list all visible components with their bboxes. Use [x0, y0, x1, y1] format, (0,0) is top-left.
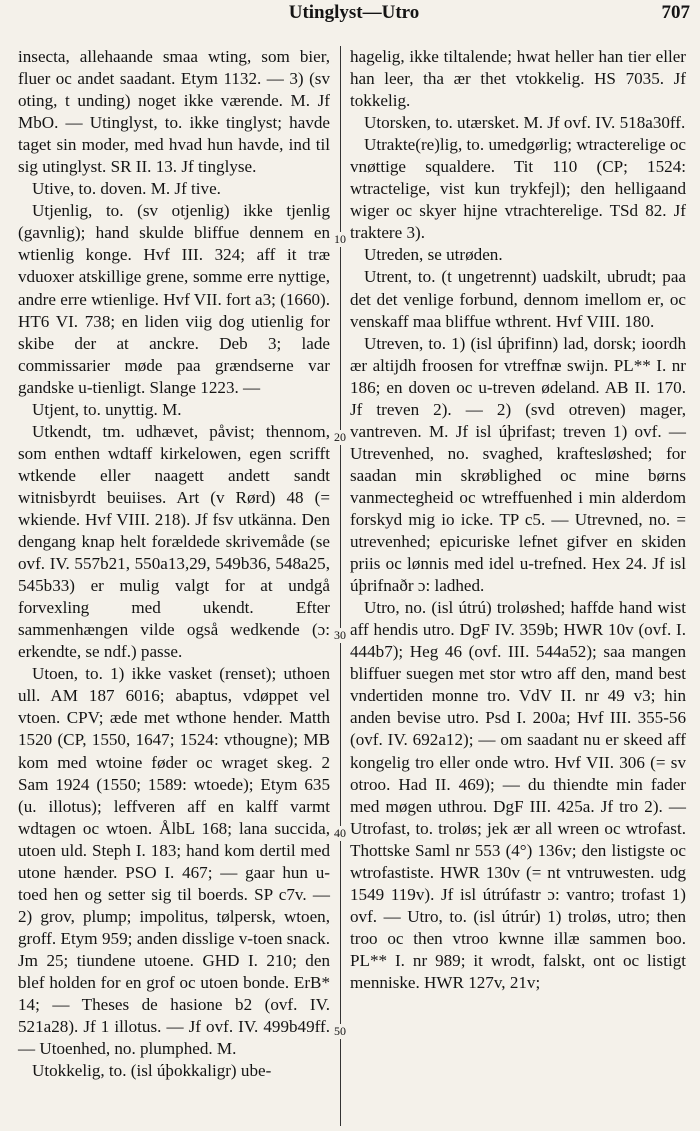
left-column [18, 46, 330, 1082]
entry-paragraph: Utreden, se utrøden. [364, 245, 503, 265]
entry-paragraph: Utokkelig, to. (isl úþokkaligr) ube- [32, 1061, 272, 1081]
entry-paragraph: insecta, allehaande smaa wting, som bier, fluer oc andet saadant. Etym 1132. — 3) (sv oting, t unding) noget ikke værende. M. Jf MbO. — Utinglyst, to. ikke tinglyst; havde taget sin moder, med hvad hun havde, ind til sig utinglyst. SR II. 13. Jf tinglyse. [18, 47, 330, 177]
page-number: 707 [661, 2, 690, 23]
entry-paragraph: Utjent, to. unyttig. M. [32, 399, 182, 419]
right-column [350, 46, 686, 994]
column-divider [340, 46, 341, 1126]
line-number: 40 [334, 826, 346, 840]
entry-paragraph: Utro, no. (isl útrú) troløshed; haffde hand wist aff hendis utro. DgF IV. 359b; HWR 10v (ovf. I. 444b7); Heg 46 (ovf. III. 544a52); saa mangen bliffuer suegen met stor wtro aff den, mand best vndertiden monne tro. VdV II. nr 49 v3; hin anden bevise utro. Psd I. 200a; Hvf III. 355-56 (ovf. IV. 692a12); — om saadant nu er skeed aff kongelig tro eller onde wtro. Hvf VII. 306 (= sv otroo. Had II. 469); — du thiendte min fader med møgen uthrou. DgF III. 425a. Jf tro 2). — Utrofast, to. troløs; jek ær all wreen oc wtrofast. Thottske Saml nr 553 (4°) 136v; den listigste oc wtrofastiste. HWR 130v (= nt vntruwesten. udg 1549 119v). Jf isl útrúfastr ɔ: vantro; trofast 1) ovf. — Utro, to. (isl útrúr) 1) troløs, utro; then troo oc then vtroo kwnne illæ sammen boo. PL** I. nr 989; it wrodt, falskt, ont oc listigt menniske. HWR 127v, 21v; [350, 598, 686, 992]
entry-paragraph: Utjenlig, to. (sv otjenlig) ikke tjenlig (gavnlig); hand skulde bliffue dennem en wtienlig konge. Hvf III. 324; aff it træ vduoxer atskillige grene, somme erre nyttige, andre erre wtienlige. Hvf VII. fort a3; (1660). HT6 VI. 738; en liden viig dog utienlig for skibe der at anckre. Deb 3; lade commissarier møde paa grændserne var gandske u-tienligt. Slange 1223. — [18, 201, 331, 397]
entry-paragraph: Utreven, to. 1) (isl úþrifinn) lad, dorsk; ioordh ær altijdh froosen for vtreffnæ swijn. PL** I. nr 186; en doven oc u-treven ødeland. AB II. 170. Jf treven 2). — 2) (svd otreven) mager, vantreven. M. Jf isl úþrifast; treven 1) ovf. — Utrevenhed, no. svaghed, kraftesløshed; for saadan min skrøblighed oc mine børns vanmectegheid oc wtreffuenhed i min alderdom forskyd mig io icke. TP c5. — Utrevned, no. = utrevenhed; epicuriske lefnet gifver en skiden priis oc lønnis med idel u-trefned. Hex 24. Jf isl úþrifnaðr ɔ: ladhed. [350, 333, 686, 596]
entry-paragraph: Utive, to. doven. M. Jf tive. [32, 179, 221, 199]
line-number: 10 [334, 232, 346, 246]
entry-paragraph: Utoen, to. 1) ikke vasket (renset); uthoen ull. AM 187 6016; abaptus, vdøppet vel vtoen. CPV; æde met wthone hender. Matth 1520 (CP, 1550, 1647; 1524: vthougne); MB kom med wtoine føder oc wraget skeg. 2 Sam 1924 (1550; 1589: wtoede); Etym 635 (u. illotus); leffveren aff en kalff varmt wdtagen oc wtoen. ÅlbL 168; lana succida, utoen uld. Steph I. 183; hand kom dertil med utone hænder. PSO I. 467; — gaar hun u-toed hen og setter sig til boerds. SP c7v. — 2) grov, plump; impolitus, tølpersk, wtoen, groff. Etym 959; anden disslige v-toen snack. Jm 25; tiundene utoene. GHD I. 210; den blef holden for en grof oc utoen bonde. ErB* 14; — Theses de hasione b2 (ovf. IV. 521a28). Jf 1 illotus. — Jf ovf. IV. 499b49ff. — Utoenhed, no. plumphed. M. [18, 664, 330, 1059]
entry-paragraph: hagelig, ikke tiltalende; hwat heller han tier eller han leer, tha ær thet vtokkelig. HS 7035. Jf tokkelig. [350, 47, 686, 111]
line-number: 30 [334, 628, 346, 642]
running-head-title: Utinglyst—Utro [288, 2, 420, 23]
running-head [18, 2, 690, 28]
entry-paragraph: Utrent, to. (t ungetrennt) uadskilt, ubrudt; paa det det venlige forbund, dennom imellom er, oc venskaff maa bliffue wthrent. Hvf VIII. 180. [350, 267, 686, 331]
entry-paragraph: Utrakte(re)lig, to. umedgørlig; wtracterelige oc vnøttige squaldere. Tit 110 (CP; 1524: wtractelige, vist kun trykfejl); den helligaand wiger oc skyer hijne vtrachterelige. TSd 82. Jf traktere 3). [350, 135, 686, 243]
entry-paragraph: Utkendt, tm. udhævet, påvist; thennom, som enthen wdtaff kirkelowen, egen scrifft wtkende eller naagett andett sandt witnisbyrdt beuiises. Art (v Rørd) 48 (= wkiende. Hvf VIII. 218). Jf fsv utkänna. Den dengang knap helt forældede skrivemåde (se ovf. IV. 557b21, 550a13,29, 549b36, 548a25, 545b33) er mulig valgt for at undgå forvexling med ukendt. Efter sammenhængen vilde også wedkende (ɔ: erkendte, se ndf.) passe. [18, 421, 330, 662]
line-number: 20 [334, 430, 346, 444]
entry-paragraph: Utorsken, to. utærsket. M. Jf ovf. IV. 518a30ff. [364, 113, 686, 133]
line-number: 50 [334, 1024, 346, 1038]
